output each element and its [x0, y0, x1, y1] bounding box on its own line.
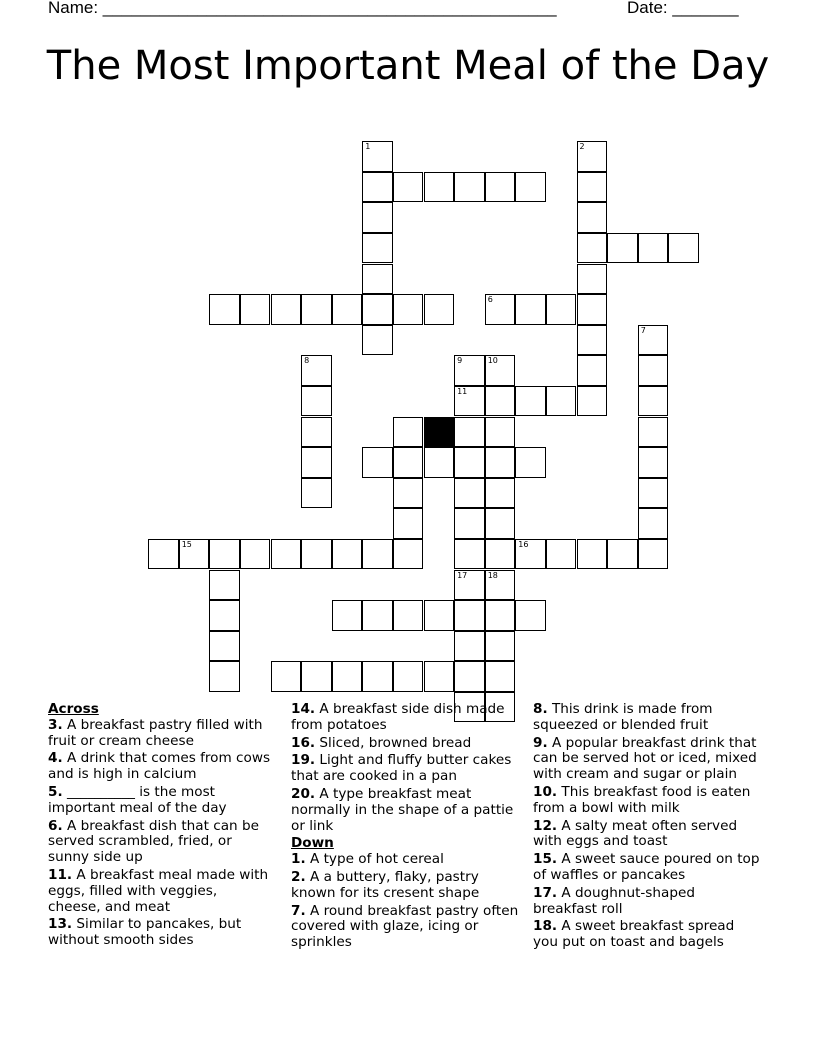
clue-text: A sweet breakfast spread you put on toast and bagels [533, 918, 735, 951]
down-clue [291, 870, 521, 902]
clue-number: 1 [365, 142, 371, 152]
grid-cell[interactable] [393, 478, 424, 509]
grid-cell[interactable] [393, 417, 424, 448]
down-clue [533, 736, 763, 783]
grid-cell[interactable] [577, 386, 608, 417]
clue-text: A sweet sauce poured on top of waffles or pancakes [533, 851, 760, 883]
grid-cell[interactable] [362, 600, 393, 631]
grid-cell[interactable] [332, 539, 363, 570]
grid-cell[interactable] [668, 233, 699, 264]
grid-cell[interactable] [485, 570, 516, 601]
across-clue [291, 753, 521, 785]
clue-number: 10. [533, 783, 558, 800]
grid-cell[interactable] [393, 294, 424, 325]
clue-number: 3. [48, 716, 63, 733]
grid-cell[interactable] [362, 325, 393, 356]
across-clues-column [48, 702, 273, 951]
grid-cell[interactable] [577, 539, 608, 570]
grid-cell[interactable] [301, 661, 332, 692]
grid-cell[interactable] [485, 508, 516, 539]
grid-cell[interactable] [546, 539, 577, 570]
down-clues-column [533, 702, 763, 953]
down-heading: Down [291, 835, 334, 852]
grid-cell[interactable] [209, 570, 240, 601]
grid-cell[interactable] [485, 294, 516, 325]
clue-text: A breakfast side dish made from potatoes [291, 701, 505, 733]
grid-cell[interactable] [454, 478, 485, 509]
grid-cell[interactable] [362, 141, 393, 172]
grid-cell[interactable] [485, 661, 516, 692]
clue-number: 18. [533, 918, 558, 935]
clue-text: __________ is the most important meal of the day [48, 783, 227, 816]
clue-text: A breakfast dish that can be served scrambled, fried, or sunny side up [48, 817, 259, 866]
grid-cell[interactable] [546, 294, 577, 325]
clue-number: 9. [533, 734, 548, 751]
grid-cell[interactable] [271, 539, 302, 570]
across-clue [48, 819, 273, 866]
grid-cell[interactable] [638, 478, 669, 509]
clue-number: 17. [533, 884, 558, 901]
grid-cell[interactable] [577, 264, 608, 295]
clue-number: 2. [291, 868, 306, 885]
grid-cell[interactable] [515, 447, 546, 478]
across-clue [291, 787, 521, 834]
grid-cell[interactable] [209, 631, 240, 662]
clue-number: 6 [487, 295, 493, 305]
across-clue [291, 736, 521, 752]
grid-cell[interactable] [485, 172, 516, 203]
grid-cell[interactable] [332, 294, 363, 325]
grid-cell[interactable] [577, 294, 608, 325]
clue-text: Light and fluffy butter cakes that are cooked in a pan [291, 752, 512, 785]
grid-cell[interactable] [638, 447, 669, 478]
name-field[interactable]: Name: ________________________________________________ [48, 0, 557, 17]
clue-text: This breakfast food is eaten from a bowl with milk [533, 783, 751, 816]
grid-cell[interactable] [301, 417, 332, 448]
clue-number: 7 [640, 325, 646, 335]
grid-cell[interactable] [607, 539, 638, 570]
grid-cell[interactable] [638, 233, 669, 264]
grid-cell[interactable] [546, 386, 577, 417]
grid-cell[interactable] [209, 539, 240, 570]
grid-cell[interactable] [301, 478, 332, 509]
down-clue [533, 919, 763, 951]
clue-number: 14. [291, 701, 316, 717]
grid-cell[interactable] [424, 661, 455, 692]
clue-number: 11. [48, 866, 73, 883]
down-clue [291, 904, 521, 951]
grid-cell[interactable] [454, 539, 485, 570]
clue-number: 12. [533, 817, 558, 834]
page-title: The Most Important Meal of the Day [46, 43, 770, 89]
grid-cell[interactable] [577, 355, 608, 386]
clue-number: 10 [487, 356, 498, 366]
grid-cell[interactable] [393, 600, 424, 631]
clue-number: 1. [291, 851, 306, 868]
clue-number: 9 [457, 356, 463, 366]
grid-cell[interactable] [454, 386, 485, 417]
clue-number: 20. [291, 785, 316, 802]
across-clue [48, 917, 273, 949]
grid-cell[interactable] [515, 539, 546, 570]
grid-cell[interactable] [393, 447, 424, 478]
clue-text: Sliced, browned bread [315, 734, 472, 751]
clue-text: This drink is made from squeezed or blended fruit [533, 701, 713, 733]
grid-cell[interactable] [577, 141, 608, 172]
clue-text: A breakfast pastry filled with fruit or cream cheese [48, 716, 263, 749]
down-clue [291, 852, 521, 868]
grid-cell[interactable] [577, 233, 608, 264]
grid-cell[interactable] [209, 661, 240, 692]
grid-cell[interactable] [301, 355, 332, 386]
grid-cell[interactable] [332, 600, 363, 631]
clue-text: A type breakfast meat normally in the shape of a pattie or link [291, 785, 514, 834]
grid-cell[interactable] [454, 355, 485, 386]
down-clue [533, 852, 763, 884]
grid-cell[interactable] [638, 325, 669, 356]
grid-cell[interactable] [485, 478, 516, 509]
blocked-cell [424, 417, 455, 448]
grid-cell[interactable] [454, 172, 485, 203]
clue-number: 8. [533, 701, 548, 717]
grid-cell[interactable] [638, 355, 669, 386]
grid-cell[interactable] [515, 294, 546, 325]
clue-number: 17 [457, 570, 468, 580]
grid-cell[interactable] [393, 539, 424, 570]
grid-cell[interactable] [362, 264, 393, 295]
grid-cell[interactable] [485, 386, 516, 417]
across-heading: Across [48, 701, 99, 717]
down-clue [533, 702, 763, 734]
clue-number: 15. [533, 851, 558, 868]
grid-cell[interactable] [362, 294, 393, 325]
down-clue [533, 819, 763, 851]
grid-cell[interactable] [209, 294, 240, 325]
down-clue [533, 886, 763, 918]
grid-cell[interactable] [485, 631, 516, 662]
grid-cell[interactable] [638, 508, 669, 539]
grid-cell[interactable] [424, 172, 455, 203]
grid-cell[interactable] [515, 600, 546, 631]
across-clue [291, 702, 521, 734]
grid-cell[interactable] [454, 417, 485, 448]
grid-cell[interactable] [515, 386, 546, 417]
clue-number: 2 [579, 142, 585, 152]
grid-cell[interactable] [485, 417, 516, 448]
clue-number: 16 [518, 539, 529, 549]
clue-text: A round breakfast pastry often covered with glaze, icing or sprinkles [291, 902, 519, 951]
grid-cell[interactable] [485, 539, 516, 570]
grid-cell[interactable] [301, 447, 332, 478]
grid-cell[interactable] [393, 661, 424, 692]
clue-number: 11 [457, 386, 468, 396]
grid-cell[interactable] [424, 600, 455, 631]
grid-cell[interactable] [209, 600, 240, 631]
clue-text: A popular breakfast drink that can be served hot or iced, mixed with cream and sugar or plain [533, 734, 757, 783]
grid-cell[interactable] [332, 661, 363, 692]
grid-cell[interactable] [301, 539, 332, 570]
grid-cell[interactable] [240, 539, 271, 570]
grid-cell[interactable] [393, 508, 424, 539]
grid-cell[interactable] [577, 325, 608, 356]
clue-number: 18 [487, 570, 498, 580]
grid-cell[interactable] [362, 202, 393, 233]
grid-cell[interactable] [362, 172, 393, 203]
across-clue [48, 785, 273, 817]
grid-cell[interactable] [240, 294, 271, 325]
grid-cell[interactable] [179, 539, 210, 570]
grid-cell[interactable] [638, 539, 669, 570]
grid-cell[interactable] [454, 631, 485, 662]
clue-number: 19. [291, 752, 316, 769]
clue-number: 16. [291, 734, 316, 751]
grid-cell[interactable] [638, 417, 669, 448]
grid-cell[interactable] [362, 233, 393, 264]
grid-cell[interactable] [638, 386, 669, 417]
clue-text: A doughnut-shaped breakfast roll [533, 884, 695, 917]
grid-cell[interactable] [515, 172, 546, 203]
clue-number: 7. [291, 902, 306, 919]
clues-column-2 [291, 702, 521, 953]
across-clue [48, 751, 273, 783]
grid-cell[interactable] [271, 661, 302, 692]
grid-cell[interactable] [271, 294, 302, 325]
grid-cell[interactable] [454, 570, 485, 601]
clue-text: A drink that comes from cows and is high in calcium [48, 750, 271, 783]
clue-text: A salty meat often served with eggs and toast [533, 817, 738, 850]
grid-cell[interactable] [577, 172, 608, 203]
grid-cell[interactable] [577, 202, 608, 233]
grid-cell[interactable] [148, 539, 179, 570]
grid-cell[interactable] [424, 447, 455, 478]
grid-cell[interactable] [454, 447, 485, 478]
grid-cell[interactable] [454, 661, 485, 692]
clue-number: 6. [48, 817, 63, 834]
grid-cell[interactable] [301, 386, 332, 417]
across-clue [48, 868, 273, 915]
grid-cell[interactable] [607, 233, 638, 264]
grid-cell[interactable] [454, 600, 485, 631]
grid-cell[interactable] [485, 447, 516, 478]
clue-number: 13. [48, 916, 73, 933]
clue-text: Similar to pancakes, but without smooth sides [48, 916, 242, 949]
date-field[interactable]: Date: _______ [627, 0, 739, 17]
clue-text: A type of hot cereal [305, 851, 444, 868]
grid-cell[interactable] [485, 355, 516, 386]
grid-cell[interactable] [454, 508, 485, 539]
grid-cell[interactable] [362, 661, 393, 692]
across-clue [48, 718, 273, 750]
clue-text: A a buttery, flaky, pastry known for its cresent shape [291, 868, 480, 901]
grid-cell[interactable] [362, 447, 393, 478]
grid-cell[interactable] [393, 172, 424, 203]
clue-text: A breakfast meal made with eggs, filled with veggies, cheese, and meat [48, 866, 269, 915]
grid-cell[interactable] [362, 539, 393, 570]
grid-cell[interactable] [424, 294, 455, 325]
grid-cell[interactable] [485, 600, 516, 631]
clue-number: 15 [181, 539, 192, 549]
down-clue [533, 785, 763, 817]
clue-number: 5. [48, 783, 63, 800]
clue-number: 4. [48, 750, 63, 767]
clue-number: 8 [304, 356, 310, 366]
grid-cell[interactable] [301, 294, 332, 325]
